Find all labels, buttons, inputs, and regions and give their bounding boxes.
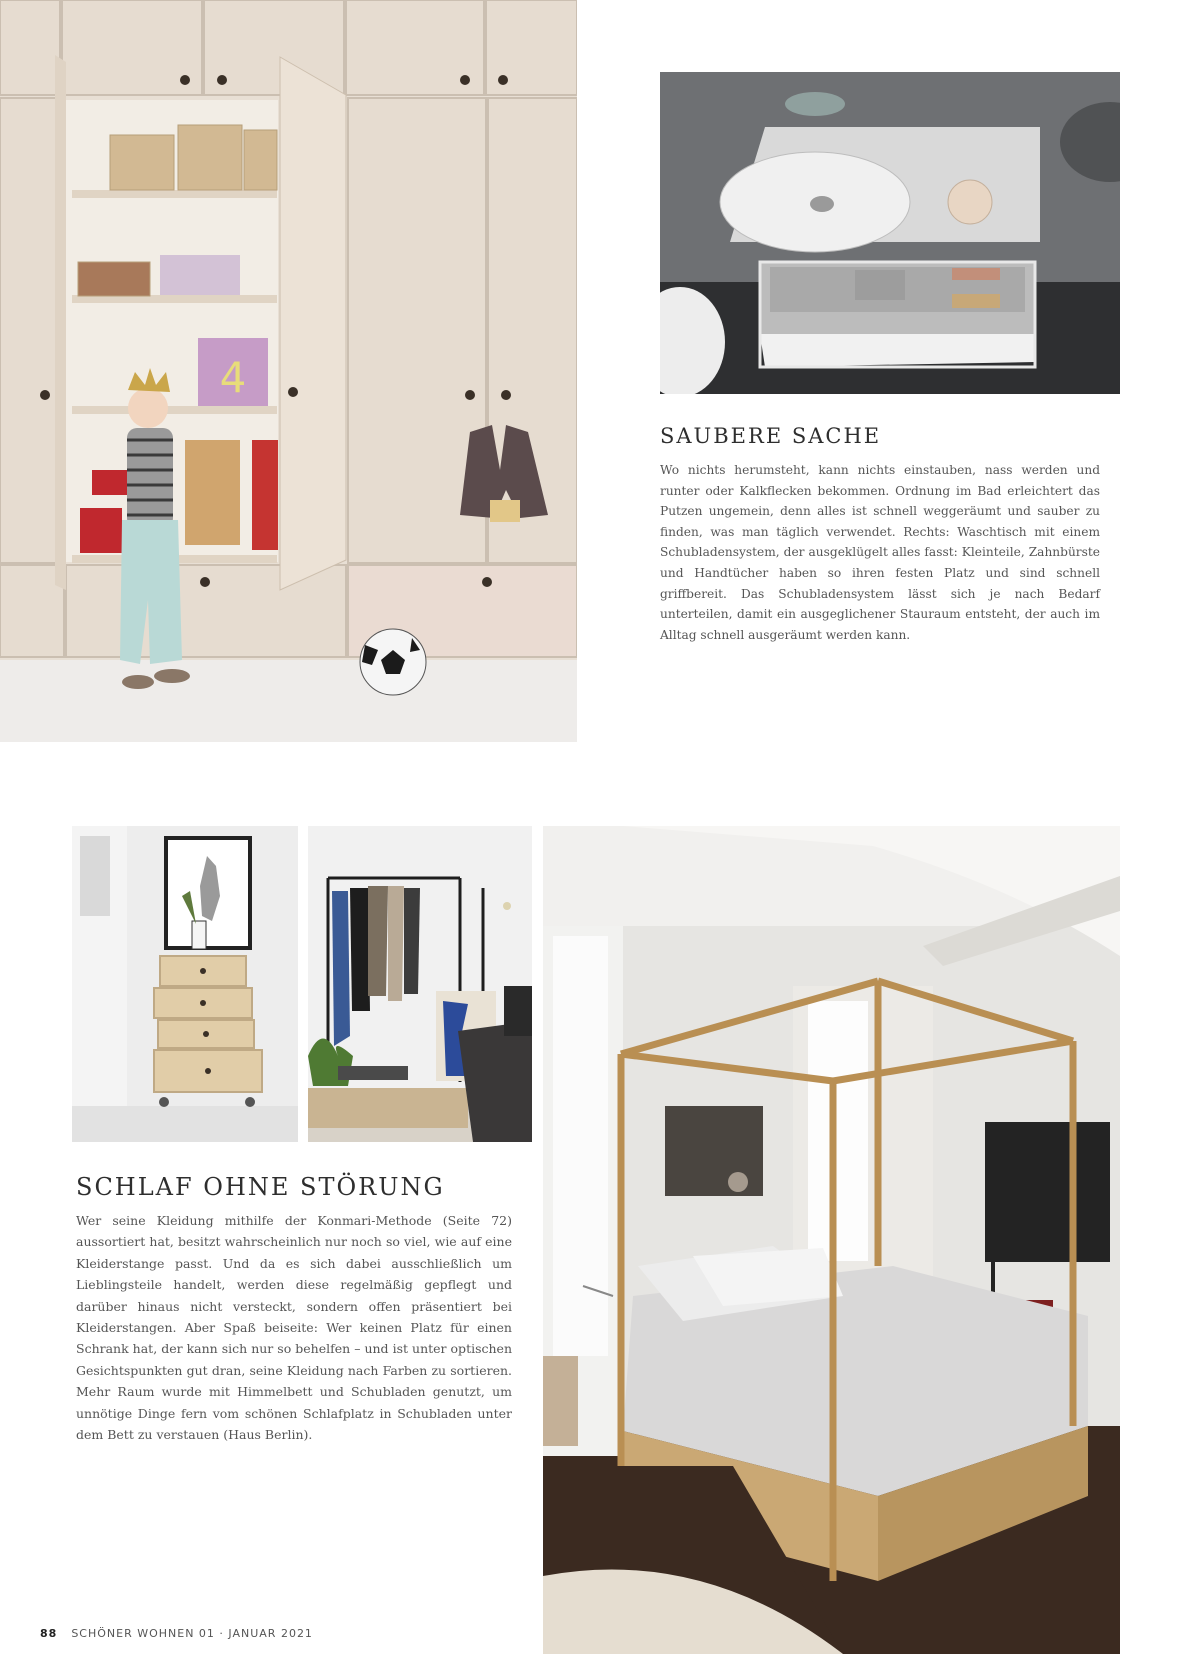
bathroom-vanity-illustration <box>660 72 1120 394</box>
page-footer <box>40 1627 313 1640</box>
photo-canopy-bed <box>543 826 1120 1654</box>
drawer-cabinet-illustration <box>72 826 298 1142</box>
bathroom-section-body: Wo nichts herumsteht, kann nichts einstauben, nass werden und runter oder Kalkflecken bekommen. Ordnung im Bad erleichtert das Putzen ungemein, denn alles ist schnell weggeräumt und sauber zu finden, was man täglich verwendet. Rechts: Waschtisch mit einem Schubladensystem, der ausgeklügelt alles fasst: Kleinteile, Zahnbürste und Handtücher haben so ihren festen Platz und sind schnell griffbereit. Das Schubladensystem lässt sich je nach Bedarf unterteilen, damit ein ausgeglichener Stauraum entsteht, der auch im Alltag schnell ausgeräumt werden kann. <box>660 463 1100 642</box>
bedroom-section-title: SCHLAF OHNE STÖRUNG <box>76 1173 445 1201</box>
photo-bathroom-vanity <box>660 72 1120 394</box>
svg-text:4: 4 <box>219 353 247 402</box>
clothing-rack-illustration <box>308 826 532 1142</box>
kids-wardrobe-illustration <box>0 0 577 742</box>
publication-info: SCHÖNER WOHNEN 01 · JANUAR 2021 <box>71 1627 313 1640</box>
photo-drawer-cabinet <box>72 826 298 1142</box>
bedroom-section-body: Wer seine Kleidung mithilfe der Konmari-Methode (Seite 72) aussortiert hat, besitzt wahrscheinlich nur noch so viel, wie auf eine Kleiderstange passt. Und da es sich dabei ausschließlich um Lieblingsteile handelt, werden diese regelmäßig gepflegt und darüber hinaus nicht versteckt, sondern offen präsentiert bei Kleiderstangen. Aber Spaß beiseite: Wer keinen Platz für einen Schrank hat, der kann sich nur so behelfen – und ist unter optischen Gesichtspunkten gut dran, seine Kleidung nach Farben zu sortieren. Mehr Raum wurde mit Himmelbett und Schubladen genutzt, um unnötige Dinge fern vom schönen Schlafplatz in Schubladen unter dem Bett zu verstauen (Haus Berlin). <box>76 1213 512 1443</box>
bathroom-section-title: SAUBERE SACHE <box>660 424 882 448</box>
photo-clothing-rack <box>308 826 532 1142</box>
page-number: 88 <box>40 1627 58 1640</box>
photo-kids-wardrobe <box>0 0 577 742</box>
canopy-bed-illustration <box>543 826 1120 1654</box>
